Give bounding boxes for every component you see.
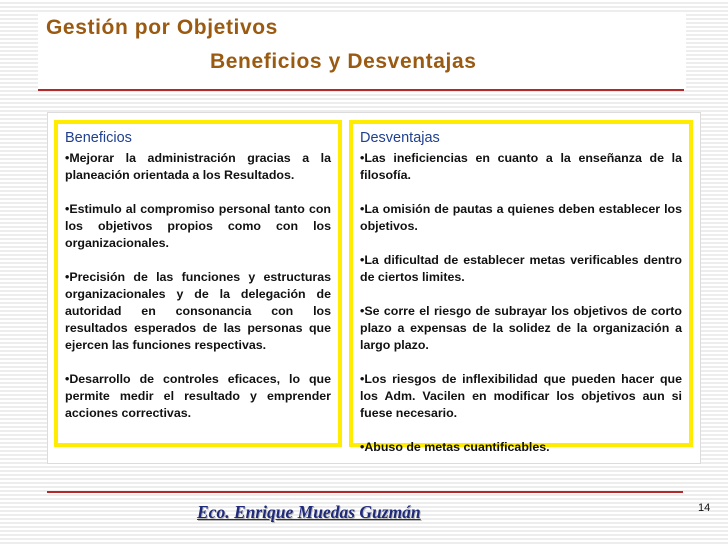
page-number: 14: [698, 502, 711, 514]
beneficio-item: •Mejorar la administración gracias a la planeación orientada a los Resultados.: [65, 151, 331, 182]
title-block: [38, 12, 686, 88]
desventajas-heading: Desventajas: [360, 130, 440, 146]
slide-subtitle: Beneficios y Desventajas: [210, 50, 477, 73]
content-area: [47, 112, 701, 464]
slide-title: Gestión por Objetivos: [46, 16, 278, 39]
beneficios-heading: Beneficios: [65, 130, 132, 146]
beneficios-panel: [54, 120, 342, 447]
footer-author: Eco. Enrique Muedas Guzmán: [197, 502, 421, 522]
desventaja-item: •Se corre el riesgo de subrayar los objetivos de corto plazo a expensas de la solidez de la organización a largo plazo.: [360, 304, 682, 352]
beneficio-item: •Precisión de las funciones y estructuras organizacionales y de la delegación de autoridad en consonancia con los resultados esperados de las personas que ejercen las funciones respectivas.: [65, 270, 331, 352]
desventaja-item: •Los riesgos de inflexibilidad que pueden hacer que los Adm. Vacilen en modificar los objetivos aun si fuese necesario.: [360, 372, 682, 420]
desventaja-item: •La omisión de pautas a quienes deben establecer los objetivos.: [360, 202, 682, 233]
desventajas-panel: [349, 120, 693, 454]
beneficio-item: •Desarrollo de controles eficaces, lo que permite medir el resultado y emprender acciones correctivas.: [65, 372, 331, 420]
beneficio-item: •Estimulo al compromiso personal tanto con los objetivos propios como con los organizacionales.: [65, 202, 331, 250]
desventaja-item: •Las ineficiencias en cuanto a la enseñanza de la filosofía.: [360, 151, 682, 182]
footer-divider: [47, 491, 683, 493]
title-divider: [38, 89, 684, 91]
desventaja-item: •La dificultad de establecer metas verificables dentro de ciertos limites.: [360, 253, 682, 284]
desventaja-item: •Abuso de metas cuantificables.: [360, 440, 550, 454]
